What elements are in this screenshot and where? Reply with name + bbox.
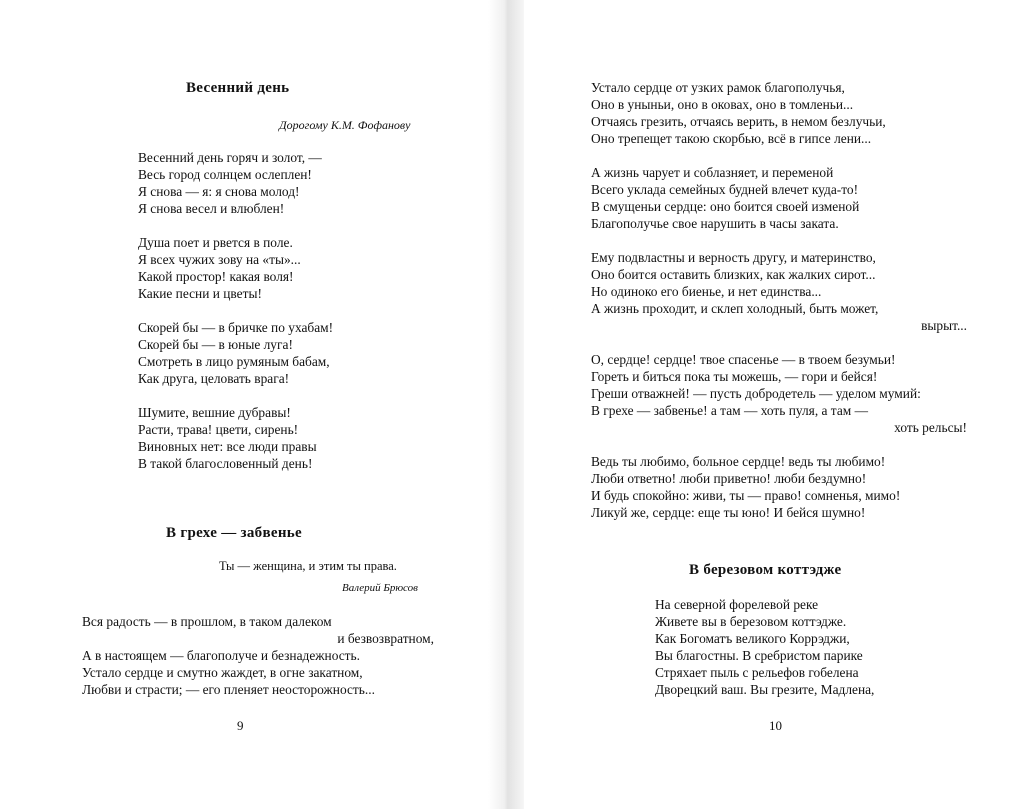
poem-title-in-sin-oblivion: В грехе — забвенье — [166, 525, 302, 541]
poem2-continuation-text — [591, 79, 967, 521]
poem-line: Скорей бы — в юные луга! — [138, 337, 293, 352]
poem-line: Я снова — я: я снова молод! — [138, 184, 300, 199]
poem3-text — [655, 596, 955, 698]
stanza-break — [591, 436, 967, 453]
poem-line: Благополучье свое нарушить в часы заката. — [591, 216, 839, 231]
stanza-break — [138, 387, 438, 404]
poem-line: Расти, трава! цвети, сирень! — [138, 422, 299, 437]
poem-line: Оно боится оставить близких, как жалких сирот... — [591, 267, 876, 282]
stanza-break — [591, 147, 967, 164]
book-gutter — [488, 0, 524, 809]
stanza-break — [591, 334, 967, 351]
poem-line: Весенний день горяч и золот, — — [138, 150, 322, 165]
poem-line: Вся радость — в прошлом, в таком далеком — [82, 614, 332, 629]
poem-line: О, сердце! сердце! твое спасенье — в твоем безумьи! — [591, 352, 896, 367]
poem2-text — [82, 613, 434, 698]
poem-line: Устало сердце и смутно жаждет, в огне закатном, — [82, 665, 363, 680]
poem-line: Какой простор! какая воля! — [138, 269, 294, 284]
page-number-left: 9 — [237, 718, 244, 733]
poem-line: Скорей бы — в бричке по ухабам! — [138, 320, 334, 335]
poem-line: А в настоящем — благополуче и безнадежность. — [82, 648, 360, 663]
poem-line: Как друга, целовать врага! — [138, 371, 290, 386]
poem-line: Гореть и биться пока ты можешь, — гори и бейся! — [591, 369, 878, 384]
poem-title-birch-cottage: В березовом коттэдже — [689, 562, 842, 578]
poem1-text — [138, 149, 438, 472]
page-number-right: 10 — [769, 718, 782, 733]
epigraph-author: Валерий Брюсов — [342, 582, 418, 594]
poem-line: Люби ответно! люби приветно! люби бездумно! — [591, 471, 867, 486]
poem-line: и безвозвратном, — [337, 631, 434, 646]
poem-line: Любви и страсти; — его пленяет неосторожность... — [82, 682, 375, 697]
poem-title-spring-day: Весенний день — [186, 80, 290, 96]
poem-line: Всего уклада семейных будней влечет куда-то! — [591, 182, 859, 197]
poem-line: Виновных нет: все люди правы — [138, 439, 317, 454]
poem-line: Устало сердце от узких рамок благополучья, — [591, 80, 845, 95]
poem-line: Какие песни и цветы! — [138, 286, 262, 301]
poem-dedication: Дорогому К.М. Фофанову — [279, 118, 411, 132]
poem-line: Как Богоматъ великого Коррэджи, — [655, 631, 850, 646]
poem-line: Оно трепещет такою скорбью, всё в гипсе лени... — [591, 131, 872, 146]
poem-line: А жизнь чарует и соблазняет, и переменой — [591, 165, 834, 180]
poem-line: вырыт... — [921, 318, 967, 333]
poem-line: Живете вы в березовом коттэдже. — [655, 614, 847, 629]
stanza-break — [138, 302, 438, 319]
stanza-break — [138, 217, 438, 234]
poem-line: Ведь ты любимо, больное сердце! ведь ты любимо! — [591, 454, 886, 469]
poem-line: Я снова весел и влюблен! — [138, 201, 285, 216]
poem-line: Шумите, вешние дубравы! — [138, 405, 291, 420]
poem-epigraph: Ты — женщина, и этим ты права. — [219, 559, 397, 573]
poem-line: И будь спокойно: живи, ты — право! сомненья, мимо! — [591, 488, 901, 503]
poem-line: хоть рельсы! — [894, 420, 967, 435]
poem-line: Смотреть в лицо румяным бабам, — [138, 354, 330, 369]
poem-line: В такой благословенный день! — [138, 456, 313, 471]
poem-line: Оно в уныньи, оно в оковах, оно в томленьи... — [591, 97, 854, 112]
poem-line: Весь город солнцем ослеплен! — [138, 167, 312, 182]
poem-line: Стряхает пыль с рельефов гобелена — [655, 665, 859, 680]
poem-line: Я всех чужих зову на «ты»... — [138, 252, 301, 267]
poem-line: Греши отважней! — пусть добродетель — уделом мумий: — [591, 386, 921, 401]
poem-line: А жизнь проходит, и склеп холодный, быть может, — [591, 301, 879, 316]
poem-line: Душа поет и рвется в поле. — [138, 235, 293, 250]
stanza-break — [591, 232, 967, 249]
poem-line: Дворецкий ваш. Вы грезите, Мадлена, — [655, 682, 875, 697]
poem-line: Но одиноко его биенье, и нет единства... — [591, 284, 822, 299]
poem-line: На северной форелевой реке — [655, 597, 819, 612]
poem-line: Отчаясь грезить, отчаясь верить, в немом безлучьи, — [591, 114, 886, 129]
poem-line: Вы благостны. В сребристом парике — [655, 648, 863, 663]
poem-line: В смущеньи сердце: оно боится своей изменой — [591, 199, 860, 214]
poem-line: Ему подвластны и верность другу, и материнство, — [591, 250, 876, 265]
poem-line: В грехе — забвенье! а там — хоть пуля, а там — — [591, 403, 868, 418]
poem-line: Ликуй же, сердце: еще ты юно! И бейся шумно! — [591, 505, 866, 520]
